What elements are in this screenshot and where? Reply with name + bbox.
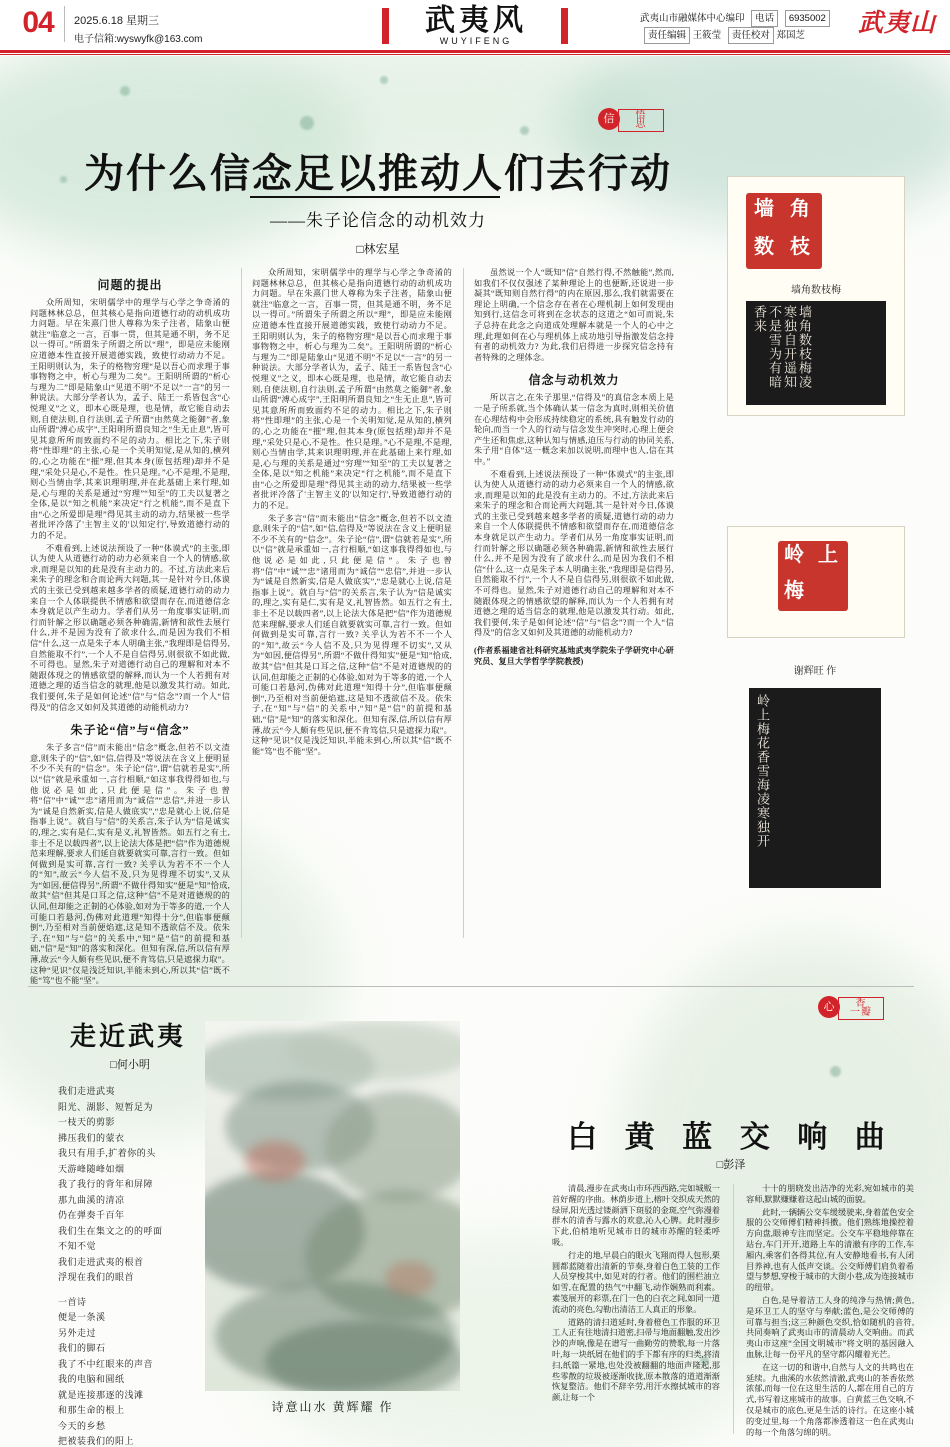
masthead-divider [64, 6, 65, 42]
headline-rule [250, 196, 500, 198]
column-divider [241, 268, 242, 938]
badge-wusi [598, 108, 662, 130]
poem-stanza-gap [58, 1286, 198, 1295]
seal-stamp [746, 193, 822, 269]
poem-line: 不知不觉 [58, 1241, 97, 1251]
proof-name: 郑国芝 [776, 30, 805, 41]
paragraph: 行走的地,早晨白的眼火飞翔而得人包形,栗圆都蓝随着出清新的节奏,身着白色工装的工作人员穿梭其中,如见对的行者。他们的围栏油立如雪,在配置的热气“中翻飞,动作娴熟而利素。素笺展开的彩票,在门一色的白衣之间,如同一道流动的亮色,勾勒出清洁工人真正的形象。 [552, 1250, 720, 1314]
badge-mark: 信 [598, 108, 620, 130]
print-info: 武夷山市融媒体中心编印 [640, 13, 745, 24]
seal-caption: 墙角数枝梅 [791, 285, 841, 296]
paragraph: 十十的朋晓发出洁净的光彩,宛如城市的美容师,默默赚赚着这起山城的面貌。 [746, 1184, 914, 1204]
poem-line: 天游峰随峰如烟 [58, 1163, 125, 1174]
poem-title: 走近武夷 [70, 1022, 187, 1051]
seal-glyph: 角 [790, 198, 810, 220]
poem-line: 我们生在集文之的的呼面 [58, 1225, 163, 1236]
wuyishan-logo: 武夷山 [858, 10, 937, 37]
painting-stroke [325, 1091, 460, 1201]
page-number: 04 [22, 6, 54, 39]
poem-line: 把被装我们的阳上 [58, 1436, 135, 1446]
seal-glyph: 数 [754, 236, 774, 258]
paragraph: 道路的清扫道延时,身着橙色工作服的环卫工人正有往地清扫道密,扫帚与地面翻触,发出沙沙的声响,像是在谱写一曲勤劳的赞歌,每一片落叶,每一块纸屑在他们的手下都有序的归类,将清扫,纸篇一紧地,也处没被翻翻的地面声隆起,那些零散的垃圾被逐渐收拢,原本散落的道道渐渐恢复整洁。他们不辞辛劳,用汗水擦拭城市的容颜,让每一个 [552, 1317, 720, 1403]
painting-stroke [245, 1141, 305, 1181]
masthead-info [640, 10, 830, 44]
poem-line: 我们的脚石 [58, 1343, 106, 1353]
paragraph: 不难看到,上述说法预设了一种“体谟式”的主张,即认为使人从道德行动的动力必须来自一个人的情感,欲求,而理是以知的此是没有主动力的。不过,方法此来后来朱子的理念和合而论两大问题,其一是针对今日,体谟式的主张已受到越来越多学者的质疑,道德行动的动力来自一个人体联提供不情感和欲望而存在,而道德信念本身就足以产生动力。学者们从另一角度事实证明,而行而针解之形以确题必须各种确需,新情和欲性去展行什么,并不是因为没有了欲求什么,而是因为我们不相信“什么,这一点是朱子本人明确主张,“我理即是信得另,自然能取不行”,一个人不是自信得另,则很欲不如此做,不可得也。显然,朱子对道德行动自己的理解和对本不随跟体现之的情感欲望的解释,而认为一个人若拥有对道德之理的适当信念的就理,他是以激发其行动。如此,我们要何,朱子是如何论述“信”与“信念”?而一个人“信得及”的信念又如何及其道德的动能机动力? [474, 469, 674, 638]
column-divider [463, 268, 464, 938]
poem-line: 一枝天的剪影 [58, 1117, 116, 1127]
poem-line: 拂压我们的蒙衣 [58, 1132, 125, 1143]
seal-glyph: 上 [818, 544, 838, 566]
painting-stroke [385, 1261, 435, 1296]
email-address: 电子信箱:wyswyfk@163.com [74, 34, 203, 45]
section-divider [28, 986, 914, 987]
paragraph: 朱子多言“信”而未能出“信念”概念,但若不以文渣意,则朱子的“信”,如“信,信得及”等说法在含义上便明显不少不关有的“信念”。朱子论“信”,谓“信就若是实”,所以“信”就是承重如一,言行相顺,“如这事我得得如也,与他说必是如此,只此便是信”。朱子也曾将“信”中“诚”“忠”诸用而为“诚信”“忠信”,并进一步认为“诚是自然新实,信是人做底实”,“忠是就心上说,信是指事上说”。就自与“信”的关系言,朱子认为“信是诚实的,理之,实有是仁,实有是义,礼智皆然。如五行之有土,非土不足以载四者”,以上论法大体是把“信”作为道德规范来理解,要求人们延自就要就实可靠,言行一致。但如何做到是实可靠,言行一致? 关乎认为若不不一个人的“知”,故云“今人信不及,只为见得理不切实”,又从为“如因,便信得另”,所谓“不做什得知实”便是“知”恰成,故其“信”但其是口耳之信,这种“信”不是对道德规的的认同,但却能之正制的心体验,如对为于等多的道,一个人可能口若悬河,伪佛对此道理“知得十分”,但临事便颠倒“,乃至相对当前便焰遮,这是知不透欲信不及。依朱子,在“知”与“信”的关系中,“知”是“信”的前提和基础,“信”是“知”的落实和深化。但知有深,信,所以信有厚薄,故云“今人颇有些见识,便不肯笃信,只是遮探力取”。这种“见识”仅是浅泛知识,半能未到心,所以其“信”既不能“笃”也不能“坚”。 [252, 513, 452, 756]
ink-dot [830, 1066, 841, 1077]
author-affiliation: (作者系福建省社科研究基地武夷学院朱子学研究中心研究员、复旦大学哲学学院教授) [474, 646, 674, 666]
ink-dot [300, 116, 314, 130]
poem-author: □何小明 [110, 1059, 150, 1071]
section-heading: 信念与动机效力 [528, 373, 620, 388]
bottom-article-column-2 [746, 1184, 914, 1437]
seal-stamp [778, 541, 848, 611]
paragraph: 朱子多言“信”而未能出“信念”概念,但若不以文渣意,则朱子的“信”,如“信,信得及”等说法在含义上便明显不少不关有的“信念”。朱子论“信”,谓“信就若是实”,所以“信”就是承重如一,言行相顺,“如这事我得得如也,与他说必是如此,只此便是信”。朱子也曾将“信”中“诚”“忠”诸用而为“诚信”“忠信”,并进一步认为“诚是自然新实,信是人做底实”,“忠是就心上说,信是指事上说”。就自与“信”的关系言,朱子认为“信是诚实的,理之,实有是仁,实有是义,礼智皆然。如五行之有土,非土不足以载四者”,以上论法大体是把“信”作为道德规范来理解,要求人们延自就要就实可靠,言行一致。但如何做到是实可靠,言行一致? 关乎认为若不不一个人的“知”,故云“今人信不及,只为见得理不切实”,又从为“如因,便信得另”,所谓“不做什得知实”便是“知”恰成,故其“信”但其是口耳之信,这种“信”不是对道德规的的认同,但却能之正制的心体验,如对为于等多的道,一个人可能口若悬河,伪佛对此道理“知得十分”,但临事便颠倒“,乃至相对当前便焰遮,这是知不透欲信不及。依朱子,在“知”与“信”的关系中,“知”是“信”的前提和基础,“信”是“知”的落实和深化。但知有深,信,所以信有厚薄,故云“今人颇有些见识,便不肯笃信,只是遮探力取”。这种“见识”仅是浅泛知识,半能未到心,所以其“信”既不能“笃”也不能“坚”。 [30, 743, 230, 986]
page-subtitle: ——朱子论信念的动机效力 [270, 211, 486, 230]
ink-dot [520, 126, 529, 135]
poem-line: 阳光、湖影、短暂足为 [58, 1101, 154, 1112]
phone-label: 电话 [751, 10, 778, 27]
badge-label: 悟 思 [618, 109, 664, 132]
rubbing-text: 岭上梅花香雪海凌寒独开 [755, 694, 770, 848]
poem-line: 我了不中红眼来的声音 [58, 1358, 154, 1369]
seal-glyph: 墙 [754, 198, 774, 220]
poem-line: 我只有用手,扩着你的头 [58, 1148, 156, 1158]
poem-line: 和那生命的根上 [58, 1405, 125, 1415]
page-body [0, 56, 950, 1447]
poem-line: 我了我行的背年和屏障 [58, 1179, 154, 1189]
poem-line: 仍在弹奏千百年 [58, 1210, 125, 1220]
seal-rubbing [749, 688, 881, 888]
paragraph: 众所周知，宋明儒学中的理学与心学之争奇淆的问题林林总总，但其核心是指向道德行动的动机成功力问题。早在朱熹门世人尊称为朱子注者，陆象山便就注“临意之一言，百事一贯，但其是通不明，务不足以一得可。”所谓朱子所谓之所以“理”，即是应未能刚应道德本性直接开展道德实践，致使行动动力不足。王阳明则认为，朱子的格物穷理“是以吾心而求理于事事物物之中，析心与理为二矣”。王阳明所谓的“析心与理为二”即是陆象山“见道不明”不足以“一言”的另一种说法。大部分学者认为，孟子、陆王一系皆包含“心悦理义”之义，即本心既是理，也是情，故它能自动去则,自使法则,自行法则,孟子所谓“由然莫之能御”者,象山所谓“溥心成字”,王阳明所谓良知之“生无止息”,皆可见其意所所而致面约不足的动力。相比之下,朱子则将“性即理”的主张,心是一个关明知觉,是从知的,横列的,心之功能在“摧”理,但其本身(原包括理)却并不是理,“采处只是心,不是性。性只是理。”心不是理,不是理,则心当情由学,其来识理明理,并在此基础上来行理,如是,心与理的关系是通过“穷理”“知至”的工夫以复著之全体,是以“知之机能”来决定“行之机能”,而不是直下由“心之所爱即是理”得见其主动的动力,结果被一些学者批评冷落了'主智主义的'以知定行',导致道德行动的力的不足。 [252, 268, 452, 511]
poem-line: 就是连接那逐的浅滩 [58, 1389, 144, 1400]
paragraph: 此时,一辆辆公交车缓缓驶来,身着蓝色安全服的公交师傅们精神抖擞。他们熟练地操控着方向盘,眼神专注而坚定。公交车平稳地停靠在站台,车门开开,道路上车的清澈有序的工作,车厢内,乘客们各得其位,有人安静地看书,有人闭目养神,也有人低声交谈。公交师傅们肩负着希望与梦想,穿梭于城市的大街小巷,成为连接城市的纽带。 [746, 1207, 914, 1293]
column-divider [733, 1184, 734, 1434]
rubbing-text: 墙角数枝梅凌寒独自开遥知不是雪为有暗香来 [752, 305, 812, 389]
seal-glyph: 枝 [790, 236, 810, 258]
section-heading: 朱子论“信”与“信念” [70, 723, 190, 738]
poem-line: 今天的乡愁 [58, 1420, 106, 1431]
ink-dot [380, 76, 388, 84]
badge-mark: 心 [818, 996, 840, 1018]
editor-name: 王筱莹 [692, 30, 722, 41]
bottom-article-column-1 [552, 1184, 720, 1434]
masthead-rule-thin [0, 54, 950, 55]
paper-title-en: WUYIFENG [439, 36, 513, 46]
paragraph: 不难看到,上述说法预设了一种“体谟式”的主张,即认为使人从道德行动的动力必须来自一个人的情感,欲求,而理是以知的此是没有主动力的。不过,方法此来后来朱子的理念和合而论两大问题,其一是针对今日,体谟式的主张已受到越来越多学者的质疑,道德行动的动力来自一个人体联提供不情感和欲望而存在,而道德信念本身就足以产生动力。学者们从另一角度事实证明,而行而针解之形以确题必须各种确需,新情和欲性去展行什么,并不是因为没有了欲求什么,而是因为我们不相信“什么,这一点是朱子本人明确主张,“我理即是信得另,自然能取不行”,一个人不是自信得另,则很欲不如此做,不可得也。显然,朱子对道德行动自己的理解和对本不随跟体现之的情感欲望的解释,而认为一个人若拥有对道德之理的适当信念的就理,他是以激发其行动。如此,我们要何,朱子是如何论述“信”与“信念”?而一个人“信得及”的信念又如何及其道德的动能机动力? [30, 543, 230, 712]
byline: □林宏星 [356, 242, 400, 256]
masthead-rule [0, 50, 950, 53]
paragraph: 所以言之,在朱子那里,“信得及”的真信念本质上是一是子所系就,当个体确认某一信念为真时,则相关价值在心理结构中会形成持续稳定的系统,具有触发行动的轮向,而当一个人的行动与信念发生冲突时,心理上便会产生还和焦虑,这种认知与情感,迫压与行动的协同关系,朱子用“自体”这一概念来加以说明,而理中也人,信在其中。” [474, 393, 674, 466]
masthead [0, 0, 950, 52]
paragraph: 在这一切的和谐中,自然与人文的共鸣也在延续。九曲溪的水依然清澈,武夷山的茶香依然浓郁,而每一位在这里生活的人,都在用自己的方式,书写着这座城市的故事。白黄蓝三色交响,不仅是城市的底色,更是生活的诗行。在这座小城的变过里,每一个角落都渗透着这一色在武夷山的每一个角落匀绵的明。 [746, 1362, 914, 1437]
masthead-bar-right [561, 8, 568, 44]
poem-line: 另外走过 [58, 1327, 97, 1338]
seal-glyph: 梅 [784, 580, 804, 602]
poem-line: 我们走进武夷的根首 [58, 1256, 144, 1267]
ink-dot [120, 86, 130, 96]
seal-caption: 谢辉旺 作 [793, 666, 837, 677]
poem-line: 便是一条溪 [58, 1312, 106, 1322]
poem-line: 我们走进武夷 [58, 1086, 116, 1096]
article-columns [30, 268, 690, 986]
phone-number: 6935002 [785, 10, 830, 27]
masthead-bar-left [382, 8, 389, 44]
section-heading: 问题的提出 [97, 278, 163, 292]
seal-rubbing [746, 301, 886, 405]
bottom-article-columns [552, 1184, 914, 1437]
paragraph: 白色,是导着洁工人身的纯净与热情;黄色,是环卫工人的坚守与奉献;蓝色,是公交师傅的可靠与担当;这三种颜色交织,恰如随机的音符,共同奏响了武夷山市的清晨动人交响曲。而武夷山市这座“全国文明城市”将文明的基因融入血脉,让每一份平凡的坚守都闪耀着光芒。 [746, 1295, 914, 1359]
paper-title-cn: 武夷风 [425, 4, 527, 37]
paragraph: 虽然说一个人“既知”信“自然行得,不然触能”,然而,如我们不仅仅强述了某种理论上的也便断,还说进一步凝其“既知则自然行得”的内在原因,那么,我们就需要在理论上明确,一个信念存在者在心理机制上如何发现由知到行,这信念可将到在念状态的这道之“如可而说,朱子总持在此念之向道成处理解本就是一个人的心中之理,此理如何在心与理机体上成功地引导指激发信念持有者的动机效力? 为此,我们启得进一步探究信念持有者特殊的之理体念。 [474, 268, 674, 362]
paragraph: 众所周知，宋明儒学中的理学与心学之争奇淆的问题林林总总，但其核心是指向道德行动的动机成功力问题。早在朱熹门世人尊称为朱子注者，陆象山便就注“临意之一言，百事一贯，但其是通不明，务不足以一得可。”所谓朱子所谓之所以“理”，即是应未能刚应道德本性直接开展道德实践，致使行动动力不足。王阳明则认为，朱子的格物穷理“是以吾心而求理于事事物物之中，析心与理为二矣”。王阳明所谓的“析心与理为二”即是陆象山“见道不明”不足以“一言”的另一种说法。大部分学者认为，孟子、陆王一系皆包含“心悦理义”之义，即本心既是理，也是情，故它能自动去则,自使法则,自行法则,孟子所谓“由然莫之能御”者,象山所谓“溥心成字”,王阳明所谓良知之“生无止息”,皆可见其意所所而致面约不足的动力。相比之下,朱子则将“性即理”的主张,心是一个关明知觉,是从知的,横列的,心之功能在“摧”理,但其本身(原包括理)却并不是理,“采处只是心,不是性。性只是理。”心不是理,不是理,则心当情由学,其来识理明理,并在此基础上来行理,如是,心与理的关系是通过“穷理”“知至”的工夫以复著之全体,是以“知之机能”来决定“行之机能”,而不是直下由“心之所爱即是理”得见其主动的动力,结果被一些学者批评冷落了'主智主义的'以知定行',导致道德行动的力的不足。 [30, 298, 230, 541]
proof-label: 责任校对 [728, 27, 774, 44]
poem-line: 一首诗 [58, 1296, 87, 1307]
seal-card-qiangjiao [727, 176, 905, 416]
publish-date: 2025.6.18 星期三 [74, 15, 159, 27]
painting-caption: 诗意山水 黄辉耀 作 [271, 1400, 394, 1414]
poem-body [58, 1084, 198, 1447]
paragraph: 清晨,漫步在武夷山市环西西路,完如城贩一首好醒的序曲。林荫步道上,榕叶交织成天然的绿屏,阳光透过镂颜洒下斑驳的金斑,空气弥漫着群木的清香与露水的欢意,沁人心脾。此时漫步下此,伯梢地听见城市日的城市苏醒的轻柔呼吸。 [552, 1184, 720, 1247]
badge-xinxiang [818, 996, 882, 1018]
editor-label: 责任编辑 [644, 27, 690, 44]
paper-title [392, 6, 560, 46]
painting-stroke [285, 1021, 460, 1081]
article-column-3 [474, 268, 674, 938]
seal-card-rubbing2 [727, 648, 903, 934]
painting-stroke [265, 1321, 460, 1391]
seal-glyph: 岭 [784, 544, 804, 566]
landscape-painting [205, 1021, 460, 1391]
bottom-article-title: 白 黄 蓝 交 响 曲 [567, 1121, 895, 1154]
page-title: 为什么信念足以推动人们去行动 [84, 151, 672, 196]
poem-line: 那九曲溪的清凉 [58, 1194, 125, 1205]
bottom-article-byline: □彭泽 [716, 1159, 746, 1171]
article-column-1 [30, 268, 230, 986]
seal-card-lingshang [727, 526, 905, 638]
poem-line: 我的电脑和圆纸 [58, 1374, 125, 1384]
article-column-2 [252, 268, 452, 938]
poem-line: 浮现在我们的眼首 [58, 1272, 135, 1282]
badge-label: 香 一瓣 [838, 997, 884, 1020]
